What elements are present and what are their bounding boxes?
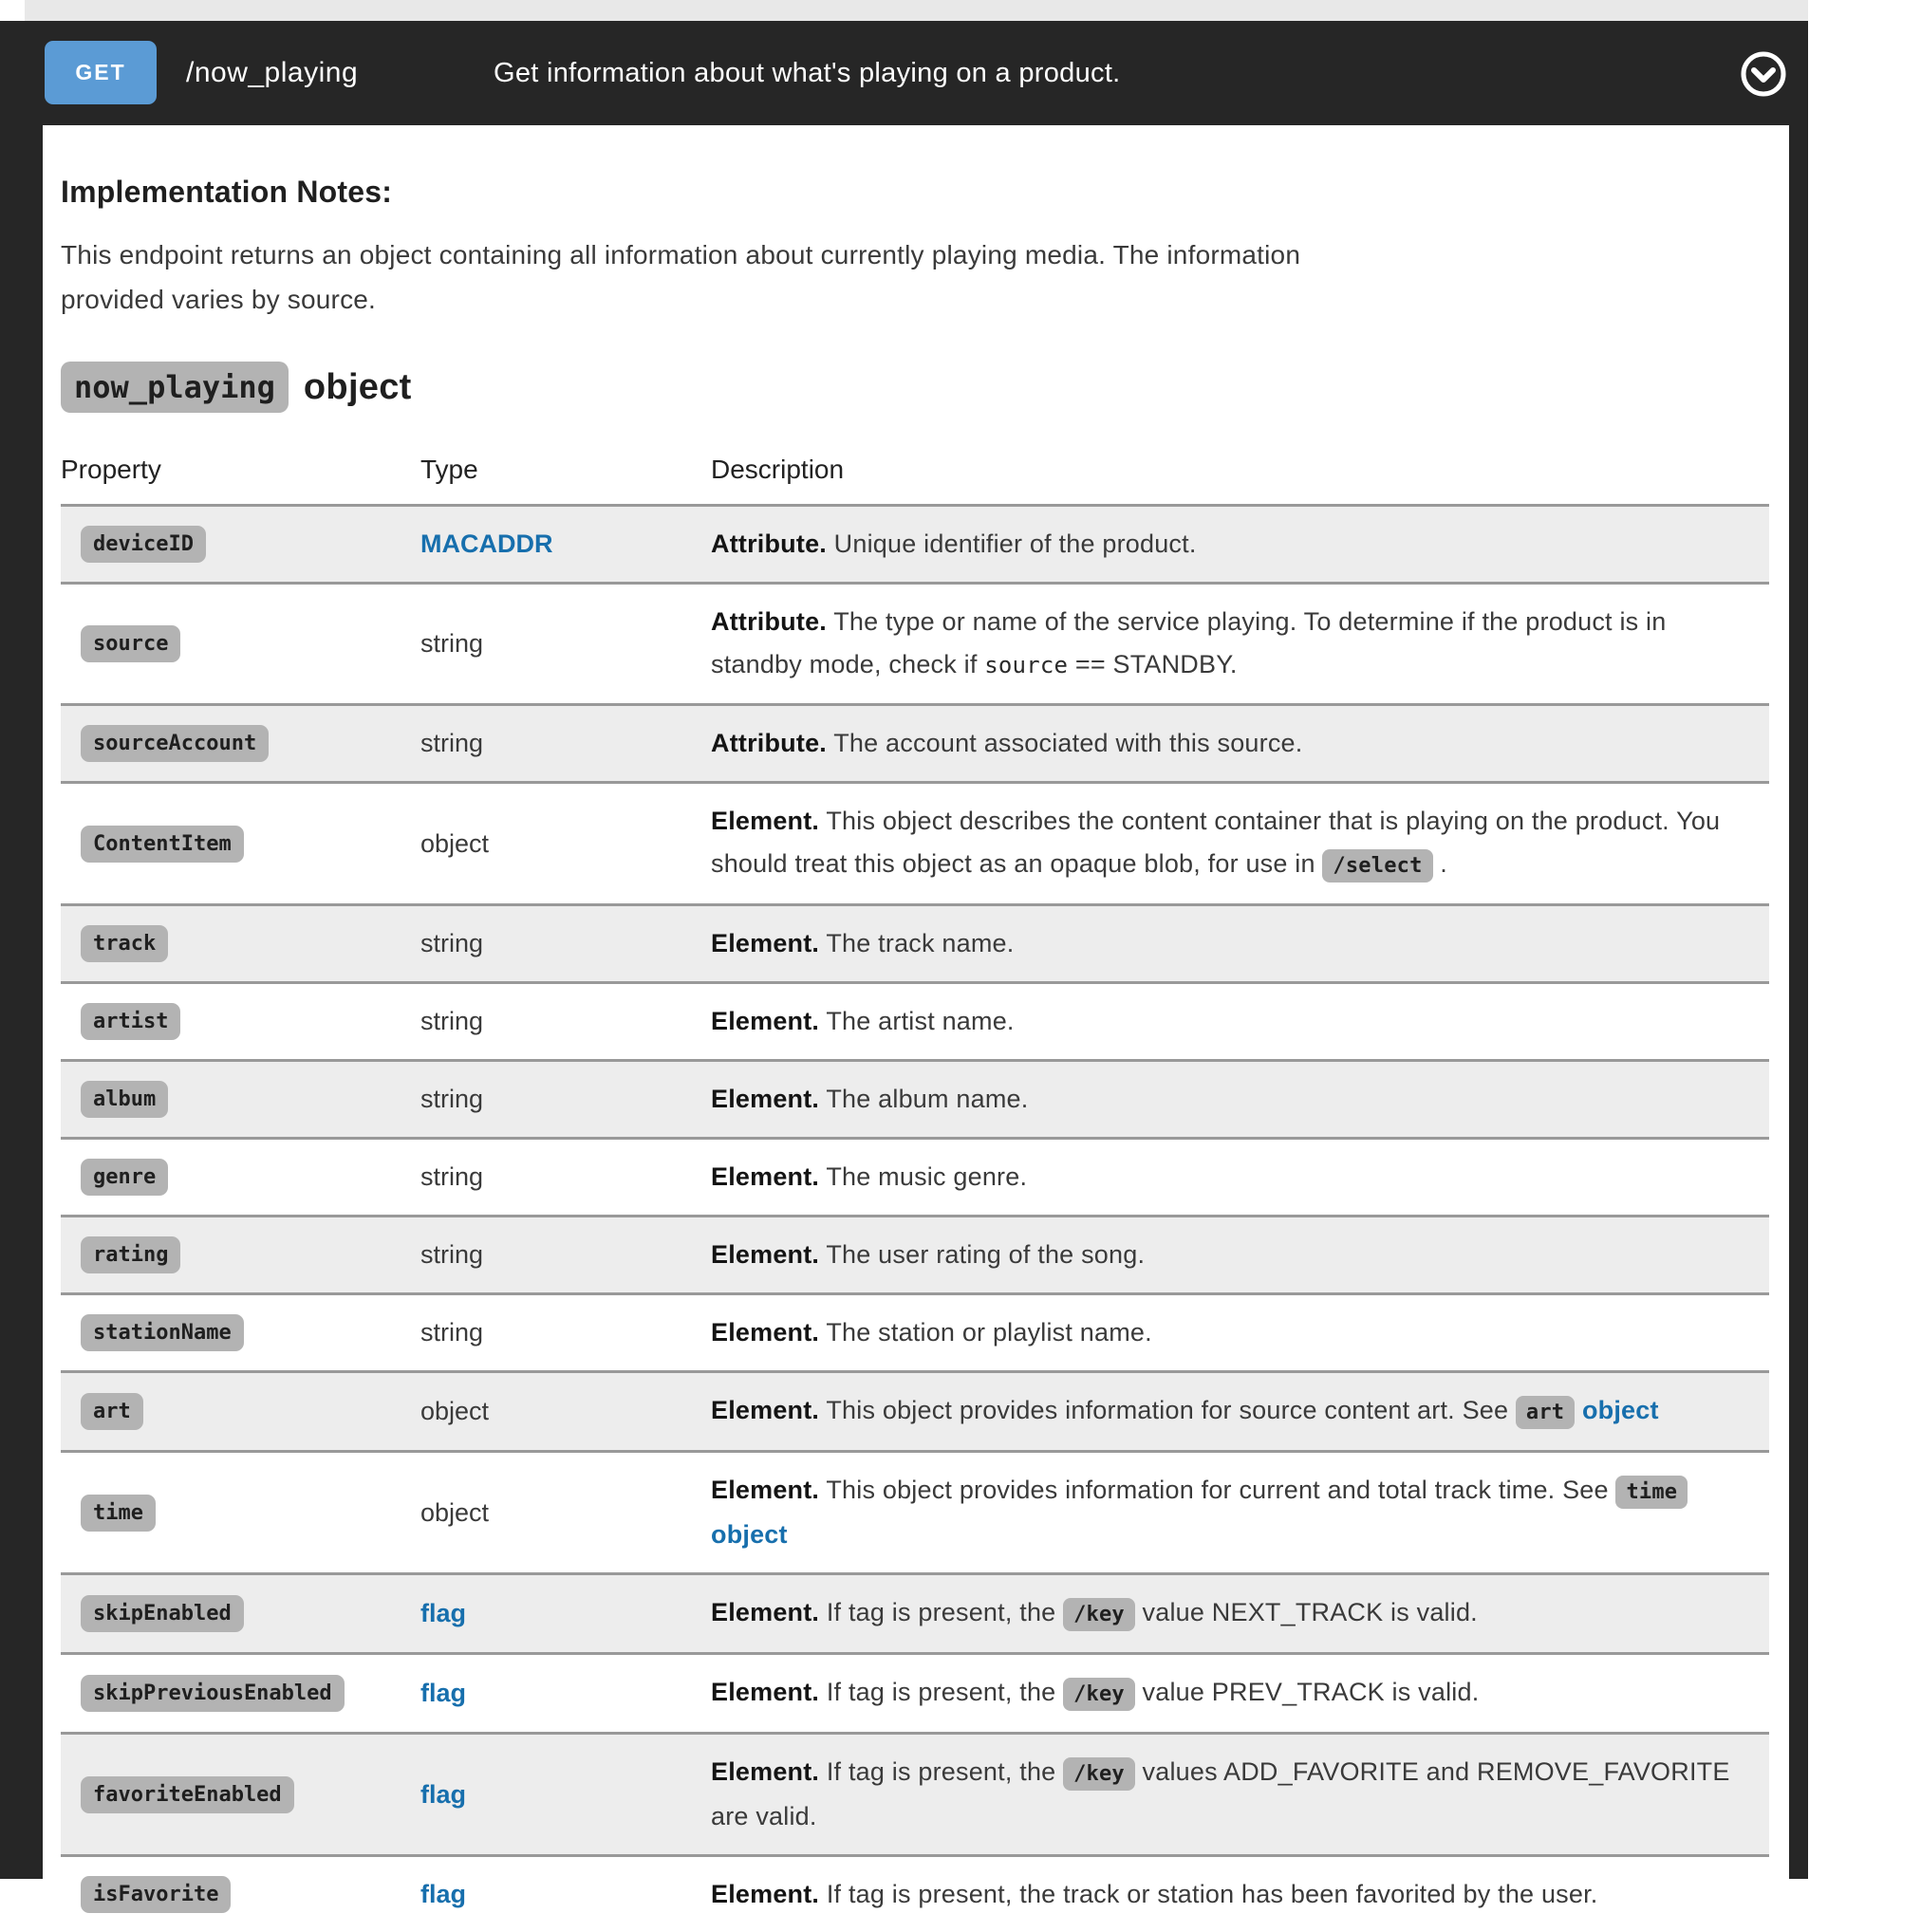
property-badge: source <box>81 625 180 662</box>
inline-code-badge: time <box>1615 1476 1688 1509</box>
table-row <box>61 1574 1769 1654</box>
description-cell: Attribute. Unique identifier of the product. <box>711 523 1769 566</box>
type-link[interactable]: flag <box>420 1599 466 1627</box>
inline-code-badge: /key <box>1063 1598 1135 1631</box>
description-object-link[interactable]: object <box>711 1520 788 1549</box>
description-cell: Element. This object provides information for source content art. See art object <box>711 1389 1769 1434</box>
description-cell: Element. The station or playlist name. <box>711 1311 1769 1354</box>
type-link[interactable]: flag <box>420 1780 466 1809</box>
table-row <box>61 1734 1769 1856</box>
endpoint-header[interactable] <box>0 21 1808 125</box>
type-link[interactable]: flag <box>420 1880 466 1908</box>
property-badge: track <box>81 925 168 962</box>
property-badge: rating <box>81 1236 180 1273</box>
object-name-badge: now_playing <box>61 362 289 413</box>
property-badge: deviceID <box>81 526 206 563</box>
property-badge: album <box>81 1081 168 1118</box>
table-header-row <box>61 441 1769 506</box>
table-row <box>61 1372 1769 1452</box>
table-row <box>61 506 1769 584</box>
property-badge: ContentItem <box>81 826 244 863</box>
table-row <box>61 1294 1769 1372</box>
description-cell: Attribute. The account associated with this source. <box>711 722 1769 765</box>
type-label: object <box>420 1498 489 1527</box>
description-object-link[interactable]: object <box>1582 1396 1659 1424</box>
property-badge: skipEnabled <box>81 1595 244 1632</box>
http-method-badge[interactable]: GET <box>45 41 157 104</box>
column-header-property: Property <box>61 455 161 484</box>
property-badge: art <box>81 1393 143 1430</box>
description-cell: Element. The artist name. <box>711 1000 1769 1043</box>
description-cell: Element. If tag is present, the /key value NEXT_TRACK is valid. <box>711 1591 1769 1636</box>
description-cell: Element. The user rating of the song. <box>711 1234 1769 1276</box>
type-label: string <box>420 929 483 957</box>
table-row <box>61 983 1769 1061</box>
type-label: object <box>420 829 489 858</box>
type-label: string <box>420 1007 483 1035</box>
table-row <box>61 1654 1769 1734</box>
chevron-down-circle-icon[interactable] <box>1737 47 1790 101</box>
type-label: string <box>420 629 483 658</box>
property-badge: sourceAccount <box>81 725 269 762</box>
inline-code-badge: /key <box>1063 1757 1135 1791</box>
endpoint-body <box>43 125 1789 1879</box>
type-label: object <box>420 1397 489 1425</box>
table-row <box>61 1856 1769 1932</box>
property-badge: artist <box>81 1003 180 1040</box>
object-heading <box>61 362 1770 413</box>
column-header-description: Description <box>711 455 844 484</box>
description-cell: Element. If tag is present, the track or station has been favorited by the user. <box>711 1873 1769 1916</box>
description-cell: Element. The album name. <box>711 1078 1769 1121</box>
table-row <box>61 1452 1769 1574</box>
description-cell: Attribute. The type or name of the service playing. To determine if the product is in standby mode, check if source == STANDBY. <box>711 601 1769 687</box>
table-row <box>61 584 1769 705</box>
table-row <box>61 783 1769 905</box>
type-label: string <box>420 1240 483 1269</box>
property-badge: genre <box>81 1159 168 1196</box>
inline-code-badge: /select <box>1322 849 1432 882</box>
description-cell: Element. This object provides information for current and total track time. See time object <box>711 1469 1769 1556</box>
property-badge: time <box>81 1495 156 1532</box>
type-label: string <box>420 729 483 757</box>
description-cell: Element. This object describes the content container that is playing on the product. You should treat this object as an opaque blob, for use in /select . <box>711 800 1769 887</box>
table-row <box>61 1217 1769 1294</box>
inline-code-badge: /key <box>1063 1678 1135 1711</box>
description-cell: Element. The music genre. <box>711 1156 1769 1198</box>
type-link[interactable]: flag <box>420 1679 466 1707</box>
inline-code-badge: art <box>1516 1396 1575 1429</box>
page-top-strip <box>25 0 1808 21</box>
property-badge: isFavorite <box>81 1876 231 1913</box>
type-label: string <box>420 1085 483 1113</box>
table-row <box>61 705 1769 783</box>
object-heading-label: object <box>304 367 412 408</box>
table-row <box>61 905 1769 983</box>
implementation-notes-body: This endpoint returns an object containing all information about currently playing media. The information provided varies by source. <box>61 232 1389 322</box>
endpoint-path-link[interactable]: /now_playing <box>186 21 358 125</box>
endpoint-panel <box>0 21 1808 1879</box>
implementation-notes-title: Implementation Notes: <box>61 175 1770 210</box>
properties-table <box>61 441 1769 1932</box>
property-badge: skipPreviousEnabled <box>81 1675 345 1712</box>
description-cell: Element. If tag is present, the /key values ADD_FAVORITE and REMOVE_FAVORITE are valid. <box>711 1751 1769 1838</box>
type-label: string <box>420 1318 483 1347</box>
column-header-type: Type <box>420 455 478 484</box>
description-cell: Element. The track name. <box>711 922 1769 965</box>
property-badge: favoriteEnabled <box>81 1776 294 1813</box>
property-badge: stationName <box>81 1314 244 1351</box>
type-link[interactable]: MACADDR <box>420 529 552 558</box>
description-cell: Element. If tag is present, the /key value PREV_TRACK is valid. <box>711 1671 1769 1716</box>
table-row <box>61 1139 1769 1217</box>
endpoint-summary: Get information about what's playing on a product. <box>494 21 1121 125</box>
table-row <box>61 1061 1769 1139</box>
type-label: string <box>420 1162 483 1191</box>
